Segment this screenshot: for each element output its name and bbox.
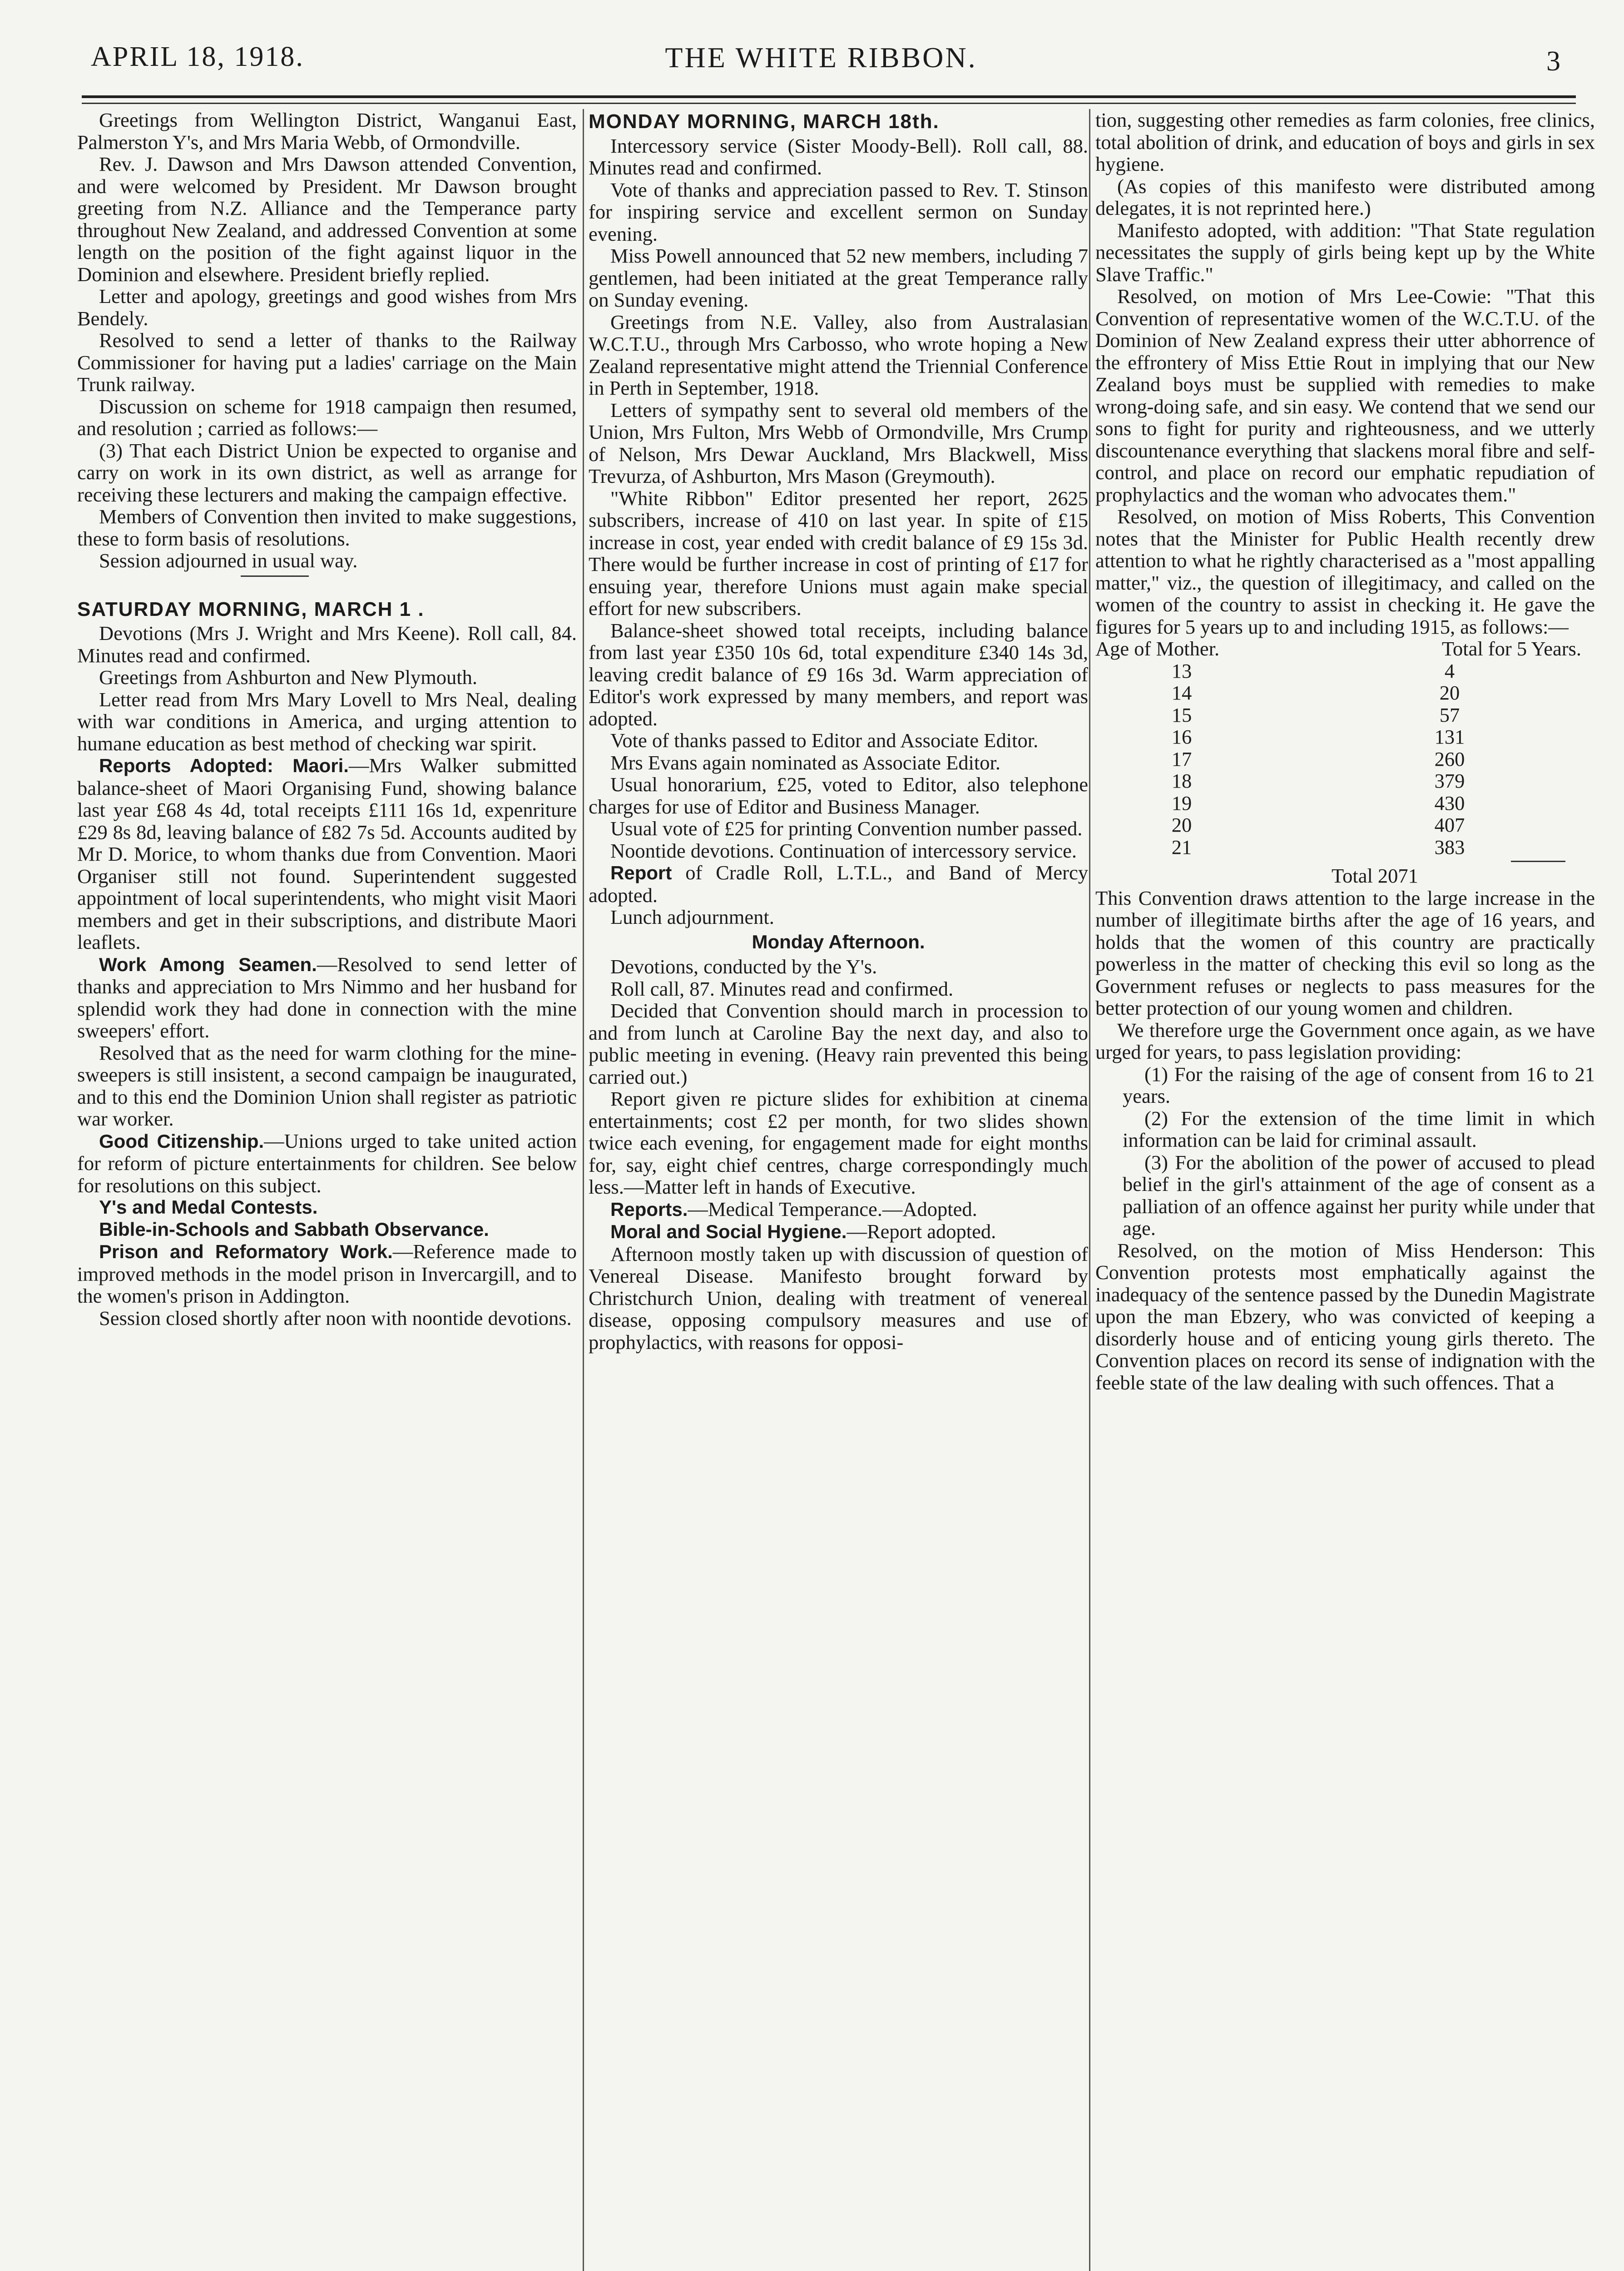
run-in-heading: Reports. [610, 1198, 688, 1220]
paragraph-maori-report: Reports Adopted: Maori.—Mrs Walker submitted balance-sheet of Maori Organising Fund, showing balance last year £68 4s 4d, total receipts £111 16s 1d, expenriture £29 8s 8d, leaving balance of £82 7s 5d. Accounts audited by Mr D. Morice, to whom thanks due from Convention. Maori Organiser still not found. Superintendent suggested appointment of local superintendents, who might visit Maori members and get in their subscriptions, and distribute Maori leaflets. [77, 754, 577, 953]
paragraph: Mrs Evans again nominated as Associate Editor. [610, 751, 1000, 774]
paragraph: Resolved, on motion of Miss Roberts, This Convention notes that the Minister for Public Health recently drew attention to what he rightly characterised as a "most appalling matter," viz., the question of illegitimacy, and called on the women of the country to assist in checking it. He gave the figures for 5 years up to and including 1915, as follows:— [1095, 505, 1595, 638]
cell-age: 18 [1171, 769, 1192, 792]
run-in-heading: Moral and Social Hygiene. [610, 1221, 847, 1242]
table-body [1095, 660, 1595, 858]
cell-total: 407 [1434, 813, 1465, 836]
paragraph: This Convention draws attention to the large increase in the number of illegitimate births after the age of 16 years, and holds that the women of this country are practically powerless in the matter of checking this evil so long as the Government refuses or neglects to pass measures for the better protection of our young women and children. [1095, 886, 1595, 1019]
cell-total: 4 [1444, 659, 1455, 682]
section-heading-monday: MONDAY MORNING, MARCH 18th. [589, 110, 940, 133]
paragraph: Resolved, on the motion of Miss Henderson: This Convention protests most emphatically against the inadequacy of the sentence passed by the Dunedin Magistrate upon the man Ebzery, who was convicted of keeping a disorderly house and of enticing young girls thereto. The Convention places on record its sense of indignation with the feeble state of the law dealing with such offences. That a [1095, 1239, 1595, 1394]
paragraph: Miss Powell announced that 52 new members, including 7 gentlemen, had been initiated at the great Temperance rally on Sunday evening. [589, 244, 1088, 311]
paragraph: Greetings from Ashburton and New Plymouth. [99, 666, 478, 689]
table-row [1095, 792, 1595, 814]
cell-total: 131 [1434, 725, 1465, 748]
masthead-rule-thin [82, 103, 1576, 104]
cell-age: 14 [1171, 681, 1192, 704]
run-in-heading: Report [610, 862, 672, 883]
paragraph: Rev. J. Dawson and Mrs Dawson attended Convention, and were welcomed by President. Mr Dawson brought greeting from N.Z. Alliance and the Temperance party throughout New Zealand, and addressed Convention at some length on the position of the fight against liquor in the Dominion and elsewhere. President briefly replied. [77, 153, 577, 286]
paragraph: Resolved that as the need for warm clothing for the mine-sweepers is still insistent, a second campaign be inaugurated, and to this end the Dominion Union shall register as patriotic war worker. [77, 1041, 577, 1130]
paragraph: Resolved to send a letter of thanks to the Railway Commissioner for having put a ladies' carriage on the Main Trunk railway. [77, 329, 577, 396]
illegitimacy-table [1095, 638, 1595, 887]
publication-title: THE WHITE RIBBON. [665, 41, 977, 74]
paragraph: Vote of thanks passed to Editor and Associate Editor. [610, 729, 1039, 752]
masthead-rule-thick [82, 95, 1576, 98]
column-header-total: Total for 5 Years. [1441, 637, 1581, 660]
paragraph: Manifesto adopted, with addition: "That State regulation necessitates the supply of girls being kept up by the White Slave Traffic." [1095, 218, 1595, 286]
paragraph: Discussion on scheme for 1918 campaign then resumed, and resolution ; carried as follows:— [77, 395, 577, 440]
paragraph: Usual honorarium, £25, voted to Editor, also telephone charges for use of Editor and Business Manager. [589, 773, 1088, 818]
paragraph-seamen: Work Among Seamen.—Resolved to send letter of thanks and appreciation to Mrs Nimmo and her husband for splendid work they had done in connection with the mine sweepers' effort. [77, 952, 577, 1042]
paragraph-prison: Prison and Reformatory Work.—Reference made to improved methods in the model prison in Invercargill, and to the women's prison in Addington. [77, 1240, 577, 1307]
cell-total: 57 [1439, 703, 1460, 726]
paragraph: Noontide devotions. Continuation of intercessory service. [610, 839, 1077, 862]
issue-date: APRIL 18, 1918. [91, 41, 304, 72]
cell-total: 260 [1434, 747, 1465, 770]
paragraph: Intercessory service (Sister Moody-Bell). Roll call, 88. Minutes read and confirmed. [589, 134, 1088, 179]
table-row [1095, 770, 1595, 792]
section-heading-saturday: SATURDAY MORNING, MARCH 1 . [77, 598, 425, 620]
paragraph: Vote of thanks and appreciation passed to Rev. T. Stinson for inspiring service and excellent sermon on Sunday evening. [589, 178, 1088, 245]
resolution-item-3: (3) For the abolition of the power of accused to plead belief in the girl's attainment of the age of consent as a palliation of an offence against her purity while under that age. [1123, 1150, 1595, 1240]
table-row [1095, 836, 1595, 858]
paragraph: Devotions, conducted by the Y's. [610, 955, 877, 978]
table-row [1095, 814, 1595, 836]
cell-age: 16 [1171, 725, 1192, 748]
table-row [1095, 682, 1595, 704]
paragraph: Report given re picture slides for exhibition at cinema entertainments; cost £2 per month, for two slides shown twice each evening, for engagement made for eight months for, say, eight chief centres, charge correspondingly much less.—Matter left in hands of Executive. [589, 1087, 1088, 1198]
resolution-item-2: (2) For the extension of the time limit in which information can be laid for criminal assault. [1123, 1106, 1595, 1151]
resolution-item-1: (1) For the raising of the age of consent from 16 to 21 years. [1123, 1062, 1595, 1107]
cell-age: 13 [1171, 659, 1192, 682]
cell-total: 20 [1439, 681, 1460, 704]
column-divider-1 [583, 109, 584, 2271]
cell-age: 17 [1171, 747, 1192, 770]
column-divider-2 [1089, 109, 1090, 2271]
paragraph-citizenship: Good Citizenship.—Unions urged to take united action for reform of picture entertainments for children. See below for resolutions on this subject. [77, 1129, 577, 1197]
table-row [1095, 748, 1595, 770]
table-header [1095, 638, 1595, 660]
paragraph: Lunch adjournment. [610, 906, 774, 928]
run-in-heading: Good Citizenship. [99, 1130, 264, 1152]
subheading-ys: Y's and Medal Contests. [99, 1196, 318, 1218]
paragraph: We therefore urge the Government once again, as we have urged for years, to pass legislation providing: [1095, 1018, 1595, 1063]
paragraph: Decided that Convention should march in procession to and from lunch at Caroline Bay the next day, and also to public meeting in evening. (Heavy rain prevented this being carried out.) [589, 999, 1088, 1088]
table-row [1095, 660, 1595, 682]
paragraph-report: Report of Cradle Roll, L.T.L., and Band of Mercy adopted. [589, 861, 1088, 907]
cell-age: 21 [1171, 835, 1192, 858]
paragraph: Resolved, on motion of Mrs Lee-Cowie: "That this Convention of representative women of the W.C.T.U. of the Dominion of New Zealand express their utter abhorrence of the effrontery of Miss Ettie Rout in implying that our New Zealand boys must be supplied with remedies to make wrong-doing safe, and sin easy. We contend that we send our sons to fight for purity and righteousness, and we utterly discountenance everything that slackens moral fibre and self-control, and place on record our emphatic repudiation of prophylactics and the woman who advocates them." [1095, 285, 1595, 506]
subheading-bible: Bible-in-Schools and Sabbath Observance. [99, 1218, 489, 1240]
paragraph-reports: Reports.—Medical Temperance.—Adopted. [610, 1197, 977, 1220]
paragraph: Usual vote of £25 for printing Convention number passed. [610, 817, 1083, 840]
run-in-heading: Reports Adopted: Maori. [99, 755, 349, 776]
paragraph: "White Ribbon" Editor presented her report, 2625 subscribers, increase of 410 on last year. In spite of £15 increase in cost, year ended with credit balance of £9 15s 3d. There would be further increase in cost of printing of £17 for ensuing year, therefore Unions must again make special effort for new subscribers. [589, 486, 1088, 620]
cell-age: 15 [1171, 703, 1192, 726]
cell-total: 383 [1434, 835, 1465, 858]
cell-total: 379 [1434, 769, 1465, 792]
cell-age: 19 [1171, 791, 1192, 814]
paragraph: Session closed shortly after noon with noontide devotions. [99, 1306, 572, 1329]
cell-total: 430 [1434, 791, 1465, 814]
paragraph: Greetings from N.E. Valley, also from Australasian W.C.T.U., through Mrs Carbosso, who wrote hoping a New Zealand representative might attend the Triennial Conference in Perth in September, 1918. [589, 310, 1088, 399]
run-in-heading: Work Among Seamen. [99, 953, 317, 975]
table-row [1095, 726, 1595, 748]
column-3 [1095, 109, 1595, 2271]
section-heading-afternoon: Monday Afternoon. [752, 931, 925, 952]
paragraph: Afternoon mostly taken up with discussion of question of Venereal Disease. Manifesto brought forward by Christchurch Union, dealing with treatment of venereal disease, opposing compulsory measures and use of prophylactics, with reasons for opposi- [589, 1242, 1088, 1354]
column-header-age: Age of Mother. [1095, 637, 1220, 660]
column-1 [77, 109, 577, 2271]
paragraph-hygiene: Moral and Social Hygiene.—Report adopted. [610, 1220, 996, 1243]
table-row [1095, 704, 1595, 726]
paragraph: Letter and apology, greetings and good wishes from Mrs Bendely. [77, 285, 577, 330]
table-total: Total 2071 [1332, 864, 1418, 887]
paragraph: (3) That each District Union be expected to organise and carry on work in its own district, as well as arrange for receiving these lecturers and making the campaign effective. [77, 439, 577, 506]
paragraph: (As copies of this manifesto were distributed among delegates, it is not reprinted here.) [1095, 174, 1595, 219]
paragraph: Letter read from Mrs Mary Lovell to Mrs Neal, dealing with war conditions in America, and urging attention to humane education as best method of checking war spirit. [77, 688, 577, 755]
paragraph: Devotions (Mrs J. Wright and Mrs Keene). Roll call, 84. Minutes read and confirmed. [77, 622, 577, 667]
paragraph: Letters of sympathy sent to several old members of the Union, Mrs Fulton, Mrs Webb of Ormondville, Mrs Crump of Nelson, Mrs Dewar Auckland, Mrs Blackwell, Miss Trevurza, of Ashburton, Mrs Mason (Greymouth). [589, 398, 1088, 487]
section-rule [241, 575, 309, 577]
page-number: 3 [1546, 46, 1560, 77]
run-in-heading: Prison and Reformatory Work. [99, 1241, 393, 1262]
paragraph: Balance-sheet showed total receipts, including balance from last year £350 10s 6d, total expenditure £340 14s 3d, leaving credit balance of £9 16s 3d. Warm appreciation of Editor's work expressed by many members, and report was adopted. [589, 619, 1088, 730]
column-2 [589, 109, 1088, 2271]
cell-age: 20 [1171, 813, 1192, 836]
paragraph: tion, suggesting other remedies as farm colonies, free clinics, total abolition of drink, and education of boys and girls in sex hygiene. [1095, 109, 1595, 175]
table-total-rule [1511, 861, 1565, 862]
paragraph: Roll call, 87. Minutes read and confirmed. [610, 977, 954, 1000]
paragraph: Greetings from Wellington District, Wanganui East, Palmerston Y's, and Mrs Maria Webb, of Ormondville. [77, 109, 577, 154]
masthead [73, 36, 1570, 95]
paragraph: Session adjourned in usual way. [99, 549, 358, 572]
paragraph: Members of Convention then invited to make suggestions, these to form basis of resolutions. [77, 505, 577, 550]
